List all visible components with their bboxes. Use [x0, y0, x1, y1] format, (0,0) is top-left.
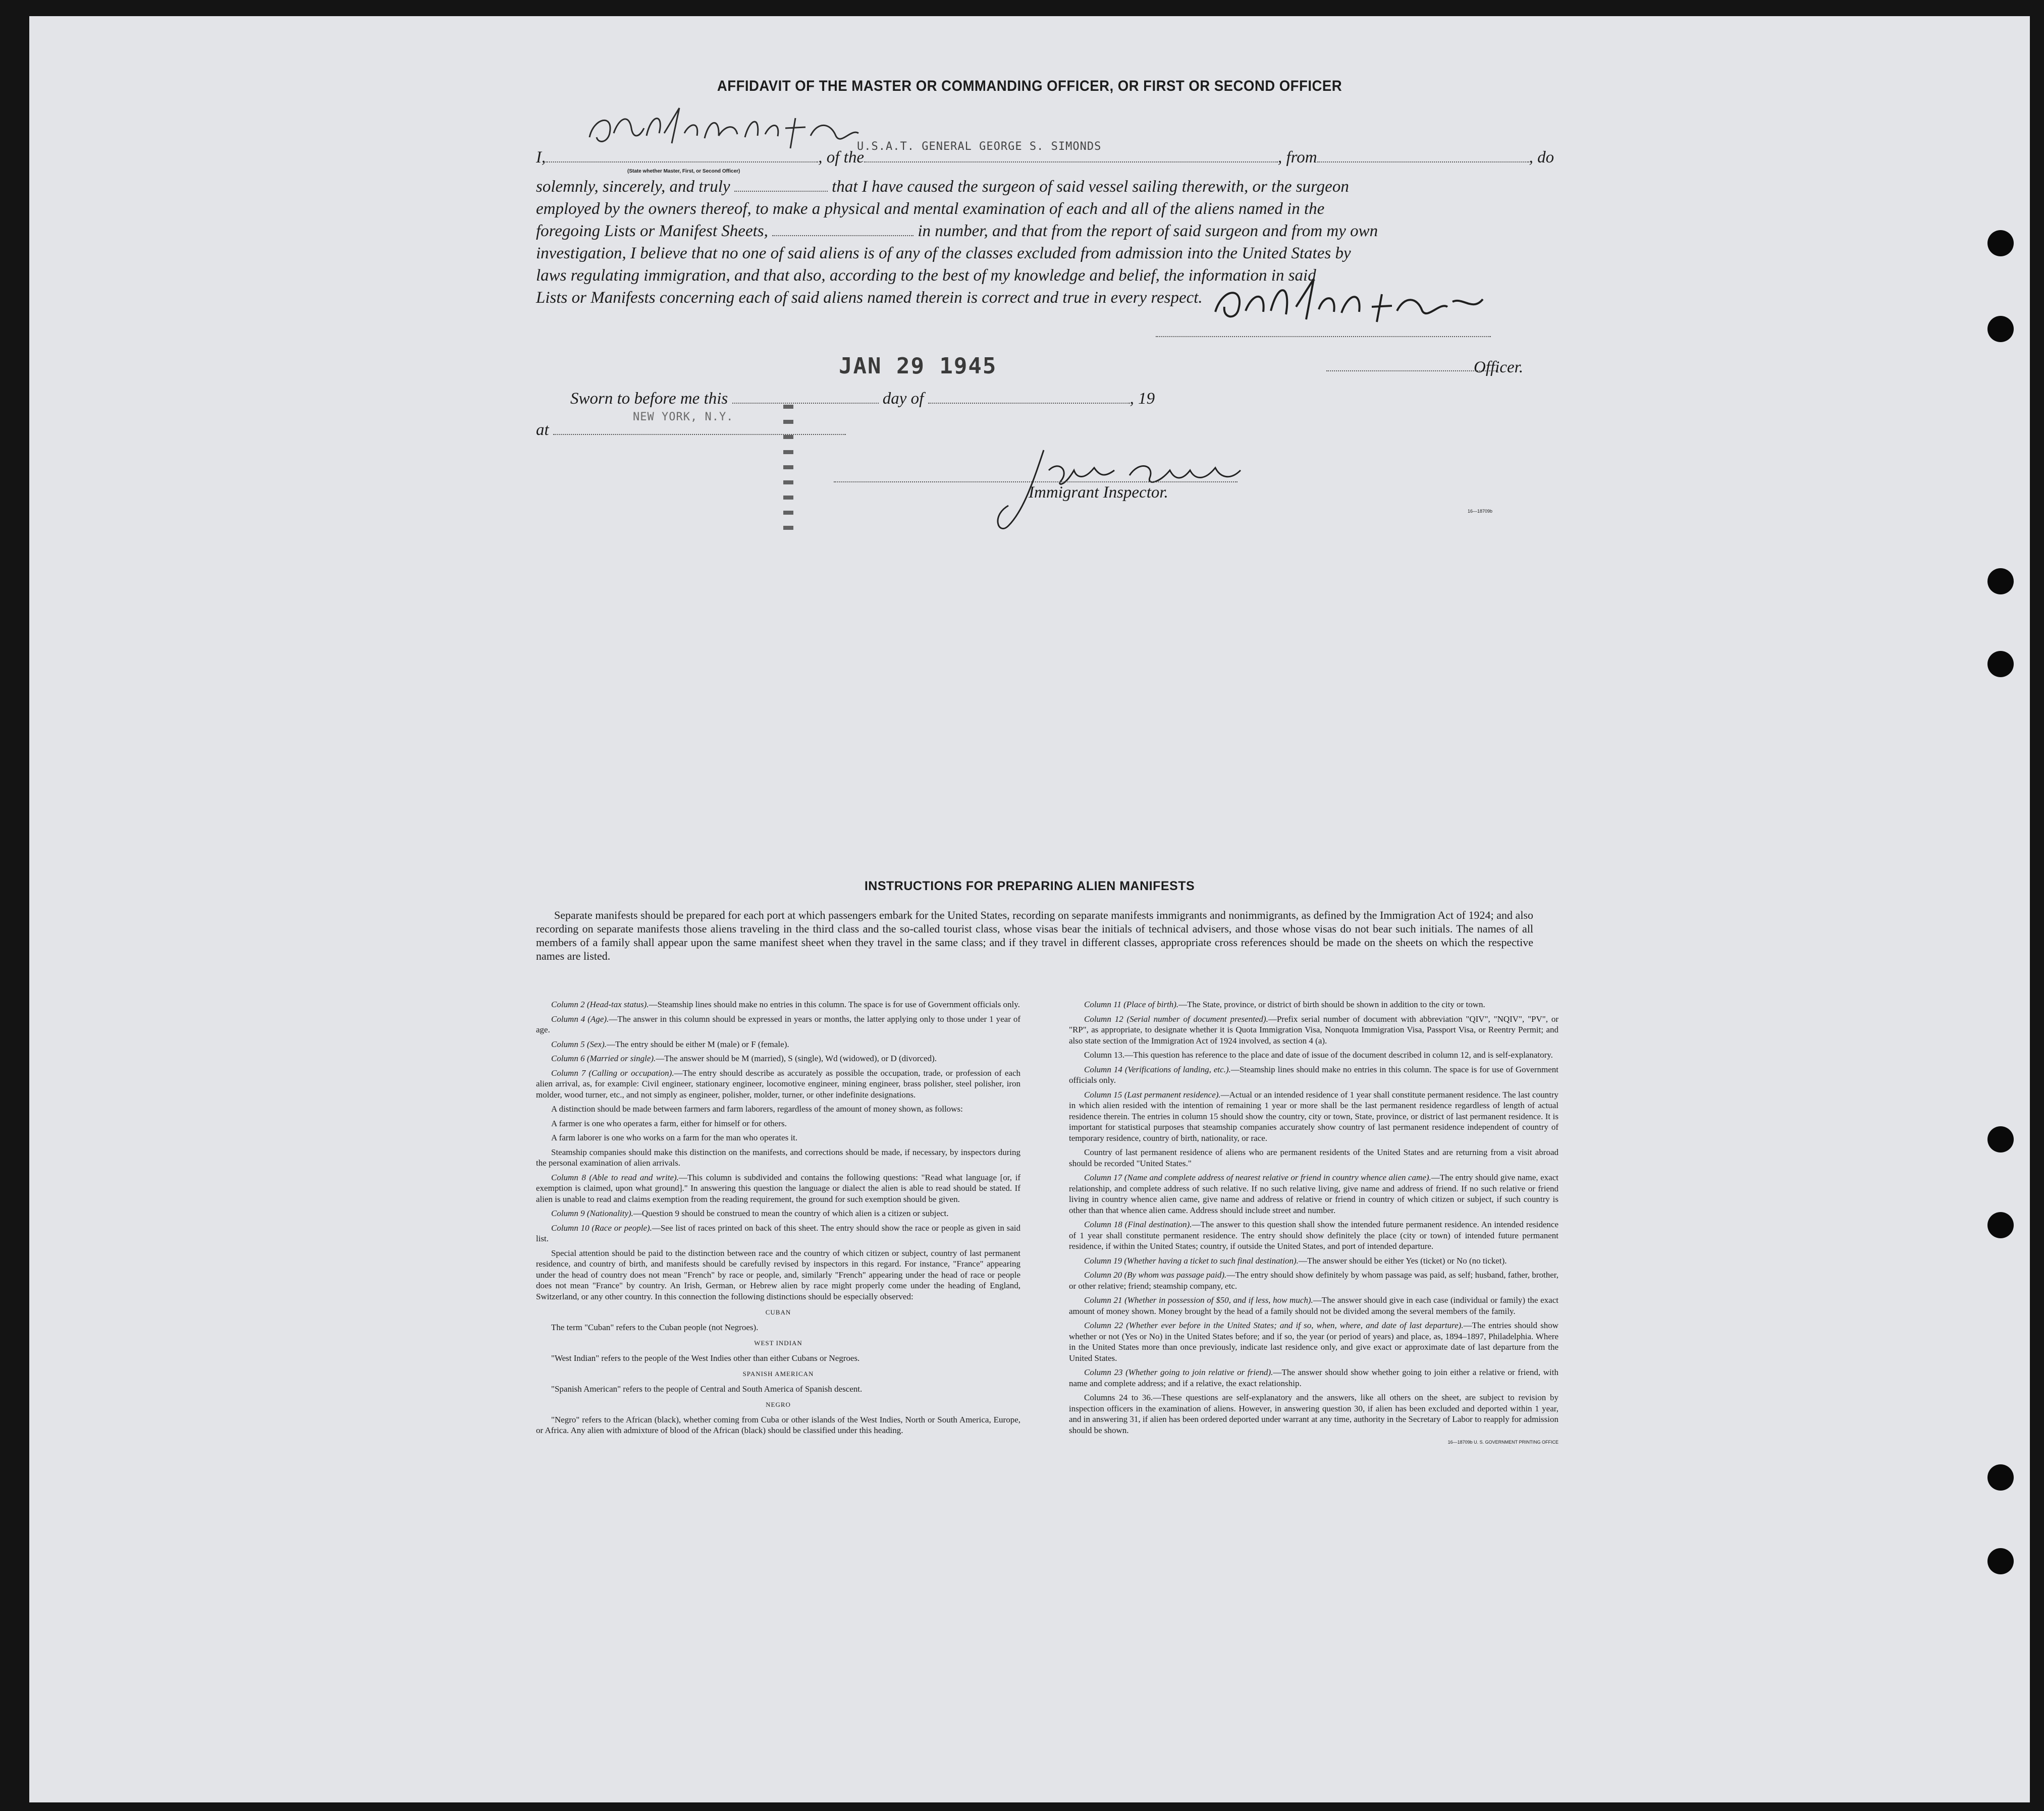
column-heading: Column 22 (Whether ever before in the United States; and if so, when, where, and date of last departure).	[1084, 1321, 1464, 1330]
column-heading: Column 23 (Whether going to join relative or friend).	[1084, 1367, 1273, 1377]
affidavit-title: AFFIDAVIT OF THE MASTER OR COMMANDING OFFICER, OR FIRST OR SECOND OFFICER	[717, 78, 1342, 94]
column-text: —The entries should show whether or not (Yes or No) in the United States before; and if so, the year (or period of years) and place, as, 1894–1897, Philadelphia. Where in the United States more than once previously, indicate last residence only, and give exact or approximate date of last departure from the United States.	[1069, 1321, 1558, 1363]
date-stamp: JAN 29 1945	[839, 353, 997, 379]
binder-hole	[1987, 1126, 2014, 1153]
inspector-signature-line	[834, 480, 1238, 482]
column-heading: Column 6 (Married or single).	[551, 1054, 656, 1063]
affidavit-line-2	[536, 178, 1349, 196]
subheading-cuban: CUBAN	[765, 1308, 791, 1316]
column-text: —The entry should give name, exact relationship, and complete address of such relative. If no such relative living, give name and address of friend. If no such relative or friend living in country whence alien came, give name and address of relative or friend in country of which citizen or subject, if such country is other than that whence alien came. Address should include street and number.	[1069, 1173, 1558, 1215]
text-foregoing: foregoing Lists or Manifest Sheets,	[536, 222, 768, 240]
binder-hole	[1987, 651, 2014, 677]
column-text: —The answer to this question shall show the intended future permanent residence. An intended residence of 1 year shall constitute permanent residence. The entry should show definitely the place (city or town) of intended future permanent residence, if within the United States; country, if outside the United States, and port of intended departure.	[1069, 1220, 1559, 1251]
affidavit-line-4	[536, 222, 1378, 241]
text-year: , 19	[1129, 390, 1155, 408]
affidavit-line-7: Lists or Manifests concerning each of said aliens named therein is correct and true in every respect.	[536, 289, 1203, 307]
column-text: Columns 24 to 36.—These questions are self-explanatory and the answers, like all others on the sheet, are subject to revision by inspection officers in the examination of aliens. However, in answering question 30, if alien has been excluded and deported within 1 year, and in answering 31, if alien has been ordered deported under warrant at any time, authority in the Secretary of Labor to reapply for admission should be shown.	[1069, 1393, 1558, 1435]
subheading-negro: NEGRO	[766, 1401, 791, 1408]
manifest-page	[29, 16, 2030, 1802]
farm-paragraph: A distinction should be made between farmers and farm laborers, regardless of the amount of money shown, as follows:	[551, 1104, 963, 1114]
officer-title-line	[1326, 369, 1498, 371]
column-heading: Column 13.	[1084, 1050, 1125, 1060]
sheet-count-field[interactable]	[772, 222, 913, 236]
form-number: 16—18709b	[1468, 509, 1493, 514]
column-heading: Column 8 (Able to read and write).	[551, 1172, 679, 1182]
column-heading: Column 4 (Age).	[551, 1014, 609, 1024]
column-heading: Column 17 (Name and complete address of nearest relative or friend in country whence alien came).	[1084, 1173, 1431, 1182]
special-attention-paragraph: Special attention should be paid to the distinction between race and the country of which citizen or subject, country of last permanent residence, and country of birth, and manifests should be carefully revised by inspectors in this regard. For instance, "France" appearing under the head of country does not mean "French" by race or people, and, similarly "French" appearing under the head of race or people does not mean "France" by country. An Irish, German, or Hebrew alien by race might properly come under the heading of England, Switzerland, or any other country. In this connection the following distinctions should be especially observed:	[536, 1248, 1020, 1301]
column-heading: Column 15 (Last permanent residence).	[1084, 1089, 1221, 1100]
text-solemnly: solemnly, sincerely, and truly	[536, 178, 730, 196]
vessel-name-typed: U.S.A.T. GENERAL GEORGE S. SIMONDS	[857, 140, 1102, 153]
column-heading: Column 21 (Whether in possession of $50, and if less, how much).	[1084, 1295, 1313, 1305]
sworn-day-field[interactable]	[732, 390, 879, 404]
instructions-title: INSTRUCTIONS FOR PREPARING ALIEN MANIFESTS	[864, 879, 1195, 893]
text-from: , from	[1277, 148, 1317, 167]
text-surgeon: that I have caused the surgeon of said vessel sailing therewith, or the surgeon	[832, 178, 1349, 196]
column-heading: Column 19 (Whether having a ticket to such final destination).	[1084, 1255, 1299, 1266]
column-heading: Column 10 (Race or people).	[551, 1223, 652, 1233]
column-text: —See list of races printed on back of this sheet. The entry should show the race or people as given in said list.	[536, 1223, 1020, 1243]
farm-paragraph: A farmer is one who operates a farm, either for himself or for others.	[551, 1118, 787, 1128]
column-text: —The answer should be either Yes (ticket) or No (no ticket).	[1298, 1255, 1507, 1266]
text-do: , do	[1529, 148, 1554, 167]
signature-line	[1156, 335, 1491, 337]
role-note: (State whether Master, First, or Second Officer)	[627, 169, 740, 174]
binder-hole	[1987, 316, 2014, 342]
text-sworn: Sworn to before me this	[570, 390, 728, 408]
column-text: —Steamship lines should make no entries in this column. The space is for use of Government officials only.	[649, 1000, 1020, 1009]
column-text: —Question 9 should be construed to mean the country of which alien is a citizen or subject.	[633, 1209, 949, 1218]
spanish-american-paragraph: "Spanish American" refers to the people of Central and South America of Spanish descent.	[551, 1384, 863, 1394]
column-text: —Actual or an intended residence of 1 year shall constitute permanent residence. The last country in which alien resided with the intention of remaining 1 year or more shall be the last permanent residence regardless of length of actual residence therein. The entries in column 15 should show the country, city or town, State, province, or district of last permanent residence. It is important for statistical purposes that steamship companies accurately show country of last permanent residence independent of country of temporary residence, country of birth, nationality, or race.	[1069, 1089, 1558, 1143]
column-heading: Column 5 (Sex).	[551, 1039, 607, 1049]
place-stamp: NEW YORK, N.Y.	[633, 411, 734, 423]
farm-paragraph: Steamship companies should make this distinction on the manifests, and corrections should be made, if necessary, by inspectors during the personal examination of alien arrivals.	[536, 1147, 1020, 1168]
column-text: —The State, province, or district of birth should be shown in addition to the city or town.	[1178, 1000, 1485, 1009]
officer-name-field[interactable]	[546, 148, 818, 162]
instructions-intro: Separate manifests should be prepared for each port at which passengers embark for the United States, recording on separate manifests immigrants and nonimmigrants, as defined by the Immigration Act of 1924; and also recording on separate manifests those aliens traveling in the third class and the so-called tourist class, whose visas bear the initials of technical advisers, and those whose visas do not bear such initials. The names of all members of a family shall appear upon the same manifest sheet when they travel in the same class; and if they travel in different classes, appropriate cross references should be made on the sheets on which the respective names are listed.	[536, 909, 1533, 962]
column-text: —The answer should give in each case (individual or family) the exact amount of money shown. Money brought by the head of a family should not be divided among the several members of the family.	[1069, 1295, 1558, 1316]
text-in-number: in number, and that from the report of said surgeon and from my own	[918, 222, 1378, 240]
affidavit-line-5: investigation, I believe that no one of said aliens is of any of the classes excluded from admission into the United States by	[536, 244, 1351, 262]
column-text: —Prefix serial number of document with abbreviation "QIV", "NQIV", "PV", or "RP", as appropriate, to designate whether it is Quota Immigration Visa, Nonquota Immigration Visa, Passport Visa, or Reentry Permit; and also state section of the Immigration Act of 1924 involved, as section 4 (a).	[1069, 1014, 1558, 1046]
ink-smudge	[783, 405, 793, 536]
binder-hole	[1987, 1212, 2014, 1238]
instructions-left-column	[536, 999, 1020, 1440]
inspector-label: Immigrant Inspector.	[1029, 483, 1168, 502]
affidavit-line-3: employed by the owners thereof, to make a physical and mental examination of each and all of the aliens named in the	[536, 200, 1325, 218]
column-text: —The entry should show definitely by whom passage was paid, as self; husband, father, brother, or other relative; friend; steamship company, etc.	[1069, 1270, 1558, 1291]
column-text: —This column is subdivided and contains the following questions: "Read what language [or, if exemption is claimed, upon what ground]." In answering this question the language or dialect the alien is able to read should be stated. If alien is unable to read and claims exemption from the reading requirement, the ground for such exemption should be given.	[536, 1172, 1021, 1204]
column-heading: Column 9 (Nationality).	[551, 1209, 633, 1218]
column-heading: Column 2 (Head-tax status).	[551, 1000, 649, 1009]
column-text: —The answer should show whether going to join either a relative or friend, with name and complete address; and if a relative, the exact relationship.	[1069, 1367, 1558, 1388]
text-at: at	[536, 421, 549, 439]
column-heading: Column 14 (Verifications of landing, etc.).	[1084, 1064, 1231, 1074]
column-text: —This question has reference to the place and date of issue of the document described in column 12, and is self-explanatory.	[1124, 1050, 1553, 1060]
cuban-paragraph: The term "Cuban" refers to the Cuban people (not Negroes).	[551, 1322, 759, 1332]
column-heading: Column 11 (Place of birth).	[1084, 1000, 1179, 1009]
column-text: —Steamship lines should make no entries in this column. The space is for use of Government officials only.	[1069, 1064, 1558, 1085]
instructions-right-column	[1069, 999, 1558, 1448]
column-heading: Column 18 (Final destination).	[1084, 1220, 1192, 1229]
binder-hole	[1987, 230, 2014, 256]
subheading-spanish-american: SPANISH AMERICAN	[742, 1370, 814, 1378]
sworn-month-field[interactable]	[928, 390, 1130, 404]
printer-footer: 16—18709b U. S. GOVERNMENT PRINTING OFFICE	[1447, 1440, 1558, 1445]
subheading-west-indian: WEST INDIAN	[754, 1339, 802, 1347]
column-text: —The answer should be M (married), S (single), Wd (widowed), or D (divorced).	[656, 1054, 937, 1063]
west-indian-paragraph: "West Indian" refers to the people of the West Indies other than either Cubans or Negroes.	[551, 1353, 860, 1363]
binder-hole	[1987, 568, 2014, 594]
binder-hole	[1987, 1464, 2014, 1491]
swear-field[interactable]	[734, 178, 828, 192]
column-heading: Column 20 (By whom was passage paid).	[1084, 1270, 1227, 1280]
binder-hole	[1987, 1548, 2014, 1574]
text-day-of: day of	[882, 390, 924, 408]
at-line	[536, 421, 846, 440]
column-text: —The entry should be either M (male) or F (female).	[607, 1039, 789, 1049]
column-text: —The answer in this column should be expressed in years or months, the latter applying only to those under 1 year of age.	[536, 1014, 1020, 1034]
departure-port-field[interactable]	[1317, 148, 1529, 162]
column-text: —The entry should describe as accurately as possible the occupation, trade, or profession of each alien arrival, as, for example: Civil engineer, stationary engineer, locomotive engineer, mining engineer, brass polisher, steel polisher, iron molder, wood turner, etc., and not simply as engineer, polisher, molder, turner, or other indefinite designations.	[536, 1068, 1020, 1100]
affidavit-line-6: laws regulating immigration, and that also, according to the best of my knowledge and belief, the information in said	[536, 266, 1316, 285]
negro-paragraph: "Negro" refers to the African (black), whether coming from Cuba or other islands of the West Indies, North or South America, Europe, or Africa. Any alien with admixture of blood of the African (black) should be classified under this heading.	[536, 1414, 1020, 1435]
farm-paragraph: A farm laborer is one who works on a farm for the man who operates it.	[551, 1133, 798, 1142]
text-i: I,	[536, 148, 546, 167]
officer-label: Officer.	[1474, 358, 1524, 376]
sworn-line	[570, 390, 1155, 408]
text-of-the: , of the	[818, 148, 864, 167]
officer-signature	[1210, 271, 1493, 327]
column-text: Country of last permanent residence of aliens who are permanent residents of the United States and are returning from a visit abroad should be recorded "United States."	[1069, 1147, 1558, 1168]
column-heading: Column 12 (Serial number of document presented).	[1084, 1014, 1268, 1024]
column-heading: Column 7 (Calling or occupation).	[551, 1068, 674, 1078]
